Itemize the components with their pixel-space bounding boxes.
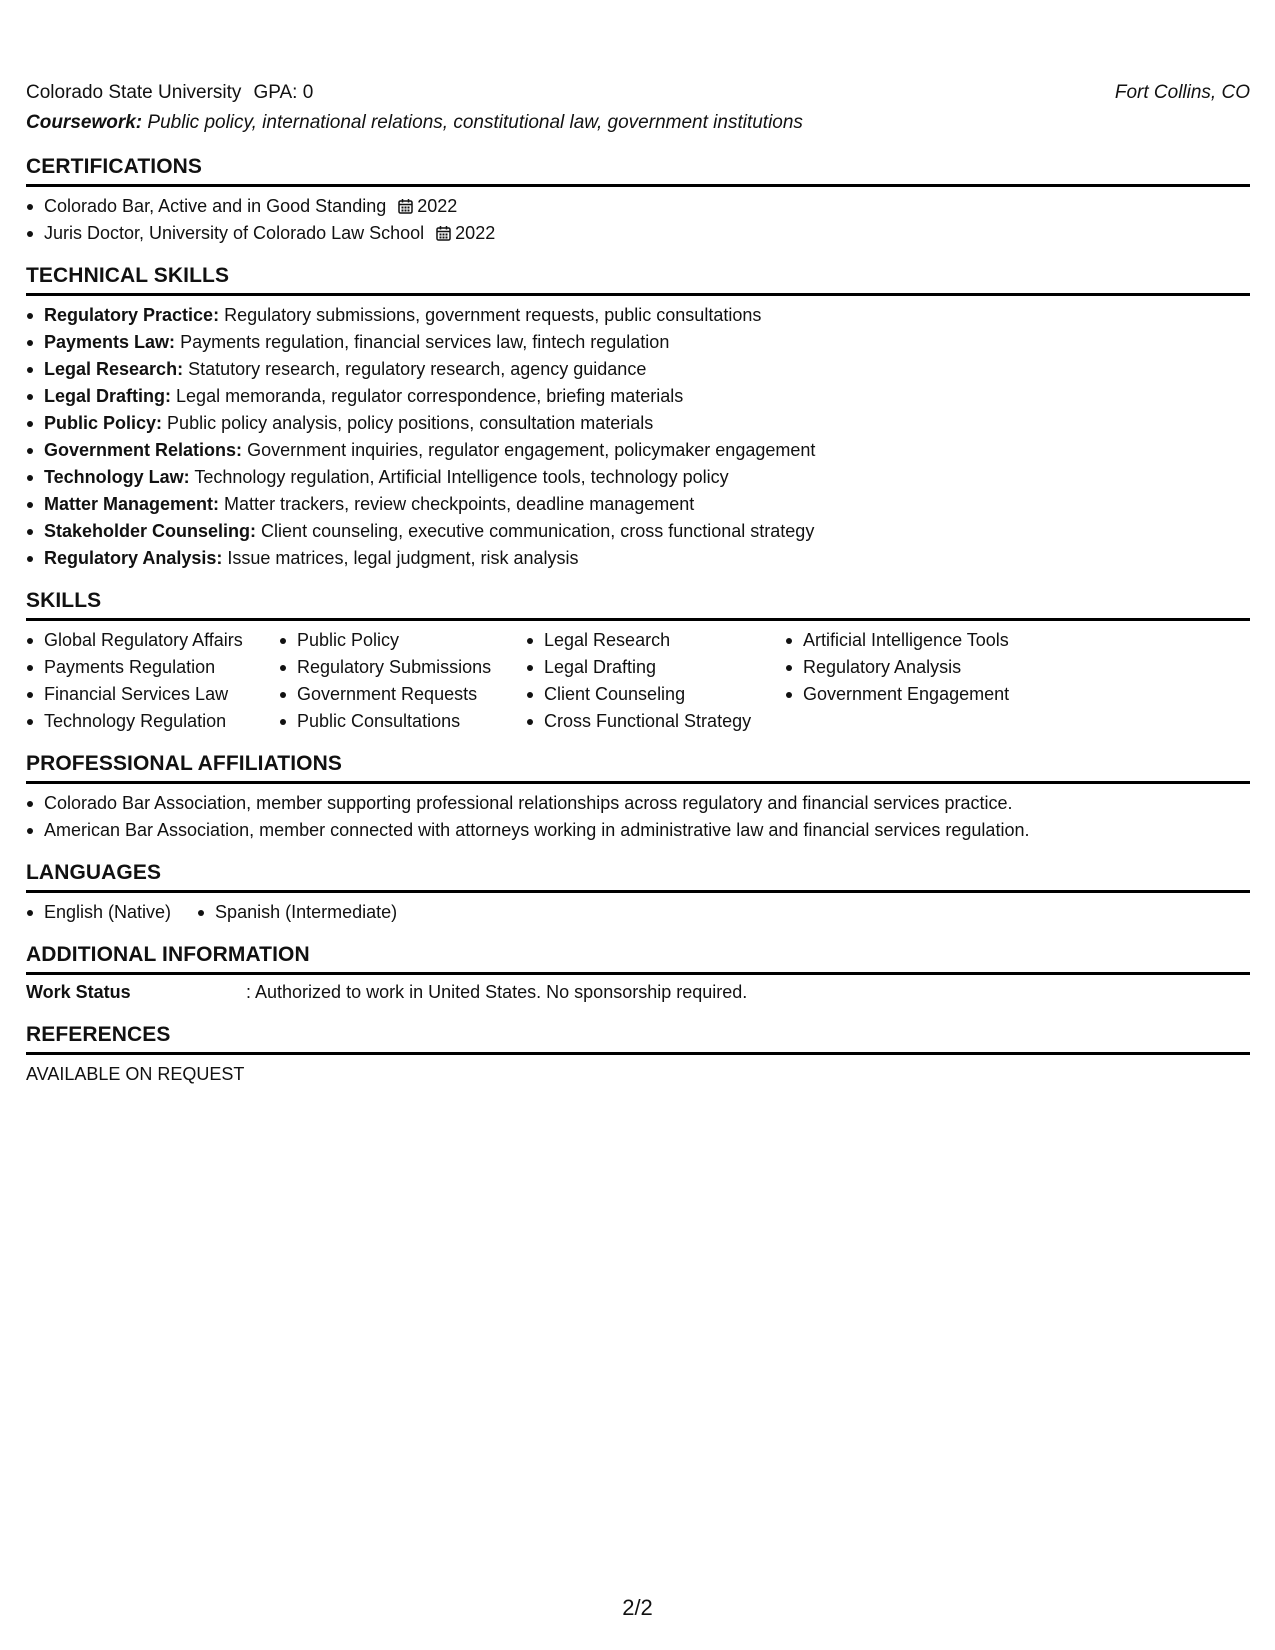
certification-date bbox=[436, 223, 495, 243]
skill-item: Cross Functional Strategy bbox=[526, 708, 785, 735]
technical-skill-item bbox=[26, 464, 1250, 491]
technical-skill-item bbox=[26, 518, 1250, 545]
technical-skill-item bbox=[26, 437, 1250, 464]
skill-item: Payments Regulation bbox=[26, 654, 279, 681]
technical-skills-list bbox=[26, 302, 1250, 572]
skills-column-3 bbox=[526, 627, 785, 735]
skills-columns bbox=[26, 627, 1250, 735]
calendar-icon bbox=[398, 198, 413, 214]
coursework bbox=[26, 108, 1250, 138]
affiliation-item: American Bar Association, member connected with attorneys working in administrative law and financial services regulation. bbox=[26, 817, 1250, 844]
skills-column-1 bbox=[26, 627, 279, 735]
technical-skill-item bbox=[26, 356, 1250, 383]
certification-year: 2022 bbox=[455, 223, 496, 243]
certification-name: Colorado Bar, Active and in Good Standing bbox=[44, 196, 387, 216]
skill-item: Artificial Intelligence Tools bbox=[785, 627, 1085, 654]
technical-skill-text: Client counseling, executive communication, cross functional strategy bbox=[261, 521, 815, 541]
section-title-certifications: CERTIFICATIONS bbox=[26, 154, 1250, 187]
work-status-value: : Authorized to work in United States. No sponsorship required. bbox=[246, 982, 748, 1002]
technical-skill-label: Regulatory Analysis: bbox=[44, 548, 223, 568]
technical-skill-label: Technology Law: bbox=[44, 467, 190, 487]
skill-item: Regulatory Analysis bbox=[785, 654, 1085, 681]
work-status-row bbox=[26, 979, 1250, 1006]
skills-column-2 bbox=[279, 627, 526, 735]
language-item: Spanish (Intermediate) bbox=[197, 899, 397, 926]
technical-skill-label: Legal Research: bbox=[44, 359, 184, 379]
technical-skill-text: Issue matrices, legal judgment, risk analysis bbox=[227, 548, 579, 568]
skill-item: Government Requests bbox=[279, 681, 526, 708]
coursework-label: Coursework: bbox=[26, 112, 143, 133]
languages-row bbox=[26, 899, 1250, 926]
skill-item: Regulatory Submissions bbox=[279, 654, 526, 681]
technical-skill-text: Government inquiries, regulator engagement, policymaker engagement bbox=[247, 440, 816, 460]
skill-item: Public Policy bbox=[279, 627, 526, 654]
affiliations-section bbox=[26, 751, 1250, 844]
school-name: Colorado State University bbox=[26, 82, 242, 103]
language-item: English (Native) bbox=[26, 899, 171, 926]
section-title-references: REFERENCES bbox=[26, 1022, 1250, 1055]
affiliations-list bbox=[26, 790, 1250, 844]
gpa: GPA: 0 bbox=[253, 82, 314, 103]
technical-skill-label: Regulatory Practice: bbox=[44, 305, 220, 325]
technical-skill-item bbox=[26, 329, 1250, 356]
language-list-1 bbox=[26, 899, 197, 926]
technical-skill-text: Statutory research, regulatory research, agency guidance bbox=[188, 359, 647, 379]
certification-item bbox=[26, 220, 1250, 247]
coursework-text: Public policy, international relations, constitutional law, government institutions bbox=[147, 112, 803, 133]
education-school-line bbox=[26, 78, 313, 108]
certification-name: Juris Doctor, University of Colorado Law School bbox=[44, 223, 425, 243]
additional-info-section bbox=[26, 942, 1250, 1006]
technical-skill-label: Public Policy: bbox=[44, 413, 163, 433]
technical-skill-text: Public policy analysis, policy positions, consultation materials bbox=[167, 413, 654, 433]
certification-date bbox=[398, 196, 457, 216]
education-location: Fort Collins, CO bbox=[1114, 82, 1250, 103]
technical-skill-text: Matter trackers, review checkpoints, deadline management bbox=[224, 494, 695, 514]
affiliation-item: Colorado Bar Association, member supporting professional relationships across regulatory and financial services practice. bbox=[26, 790, 1250, 817]
section-title-affiliations: PROFESSIONAL AFFILIATIONS bbox=[26, 751, 1250, 784]
skill-item: Public Consultations bbox=[279, 708, 526, 735]
resume-page bbox=[26, 78, 1250, 1088]
technical-skill-text: Regulatory submissions, government requests, public consultations bbox=[224, 305, 762, 325]
technical-skill-item bbox=[26, 383, 1250, 410]
section-title-languages: LANGUAGES bbox=[26, 860, 1250, 893]
technical-skill-item bbox=[26, 491, 1250, 518]
certification-item bbox=[26, 193, 1250, 220]
technical-skill-label: Government Relations: bbox=[44, 440, 243, 460]
calendar-icon bbox=[436, 225, 451, 241]
skills-section bbox=[26, 588, 1250, 735]
certification-year: 2022 bbox=[417, 196, 458, 216]
page-number: 2/2 bbox=[622, 1595, 653, 1620]
skill-item: Global Regulatory Affairs bbox=[26, 627, 279, 654]
section-title-additional-info: ADDITIONAL INFORMATION bbox=[26, 942, 1250, 975]
section-title-skills: SKILLS bbox=[26, 588, 1250, 621]
technical-skill-text: Payments regulation, financial services law, fintech regulation bbox=[180, 332, 670, 352]
technical-skill-text: Legal memoranda, regulator correspondence, briefing materials bbox=[176, 386, 684, 406]
education-header bbox=[26, 78, 1250, 108]
technical-skill-label: Stakeholder Counseling: bbox=[44, 521, 257, 541]
references-section bbox=[26, 1022, 1250, 1088]
certifications-section bbox=[26, 154, 1250, 247]
language-list-2 bbox=[197, 899, 423, 926]
references-text: AVAILABLE ON REQUEST bbox=[26, 1064, 245, 1084]
skill-item: Legal Research bbox=[526, 627, 785, 654]
technical-skills-section bbox=[26, 263, 1250, 572]
technical-skill-item bbox=[26, 410, 1250, 437]
work-status-label: Work Status bbox=[26, 982, 131, 1002]
skill-item: Government Engagement bbox=[785, 681, 1085, 708]
technical-skill-label: Legal Drafting: bbox=[44, 386, 172, 406]
skill-item: Technology Regulation bbox=[26, 708, 279, 735]
technical-skill-label: Matter Management: bbox=[44, 494, 220, 514]
languages-section bbox=[26, 860, 1250, 926]
skill-item: Legal Drafting bbox=[526, 654, 785, 681]
technical-skill-item bbox=[26, 302, 1250, 329]
skill-item: Financial Services Law bbox=[26, 681, 279, 708]
certifications-list bbox=[26, 193, 1250, 247]
skill-item: Client Counseling bbox=[526, 681, 785, 708]
skills-column-4 bbox=[785, 627, 1085, 735]
technical-skill-item bbox=[26, 545, 1250, 572]
section-title-technical-skills: TECHNICAL SKILLS bbox=[26, 263, 1250, 296]
technical-skill-label: Payments Law: bbox=[44, 332, 176, 352]
technical-skill-text: Technology regulation, Artificial Intelligence tools, technology policy bbox=[194, 467, 729, 487]
